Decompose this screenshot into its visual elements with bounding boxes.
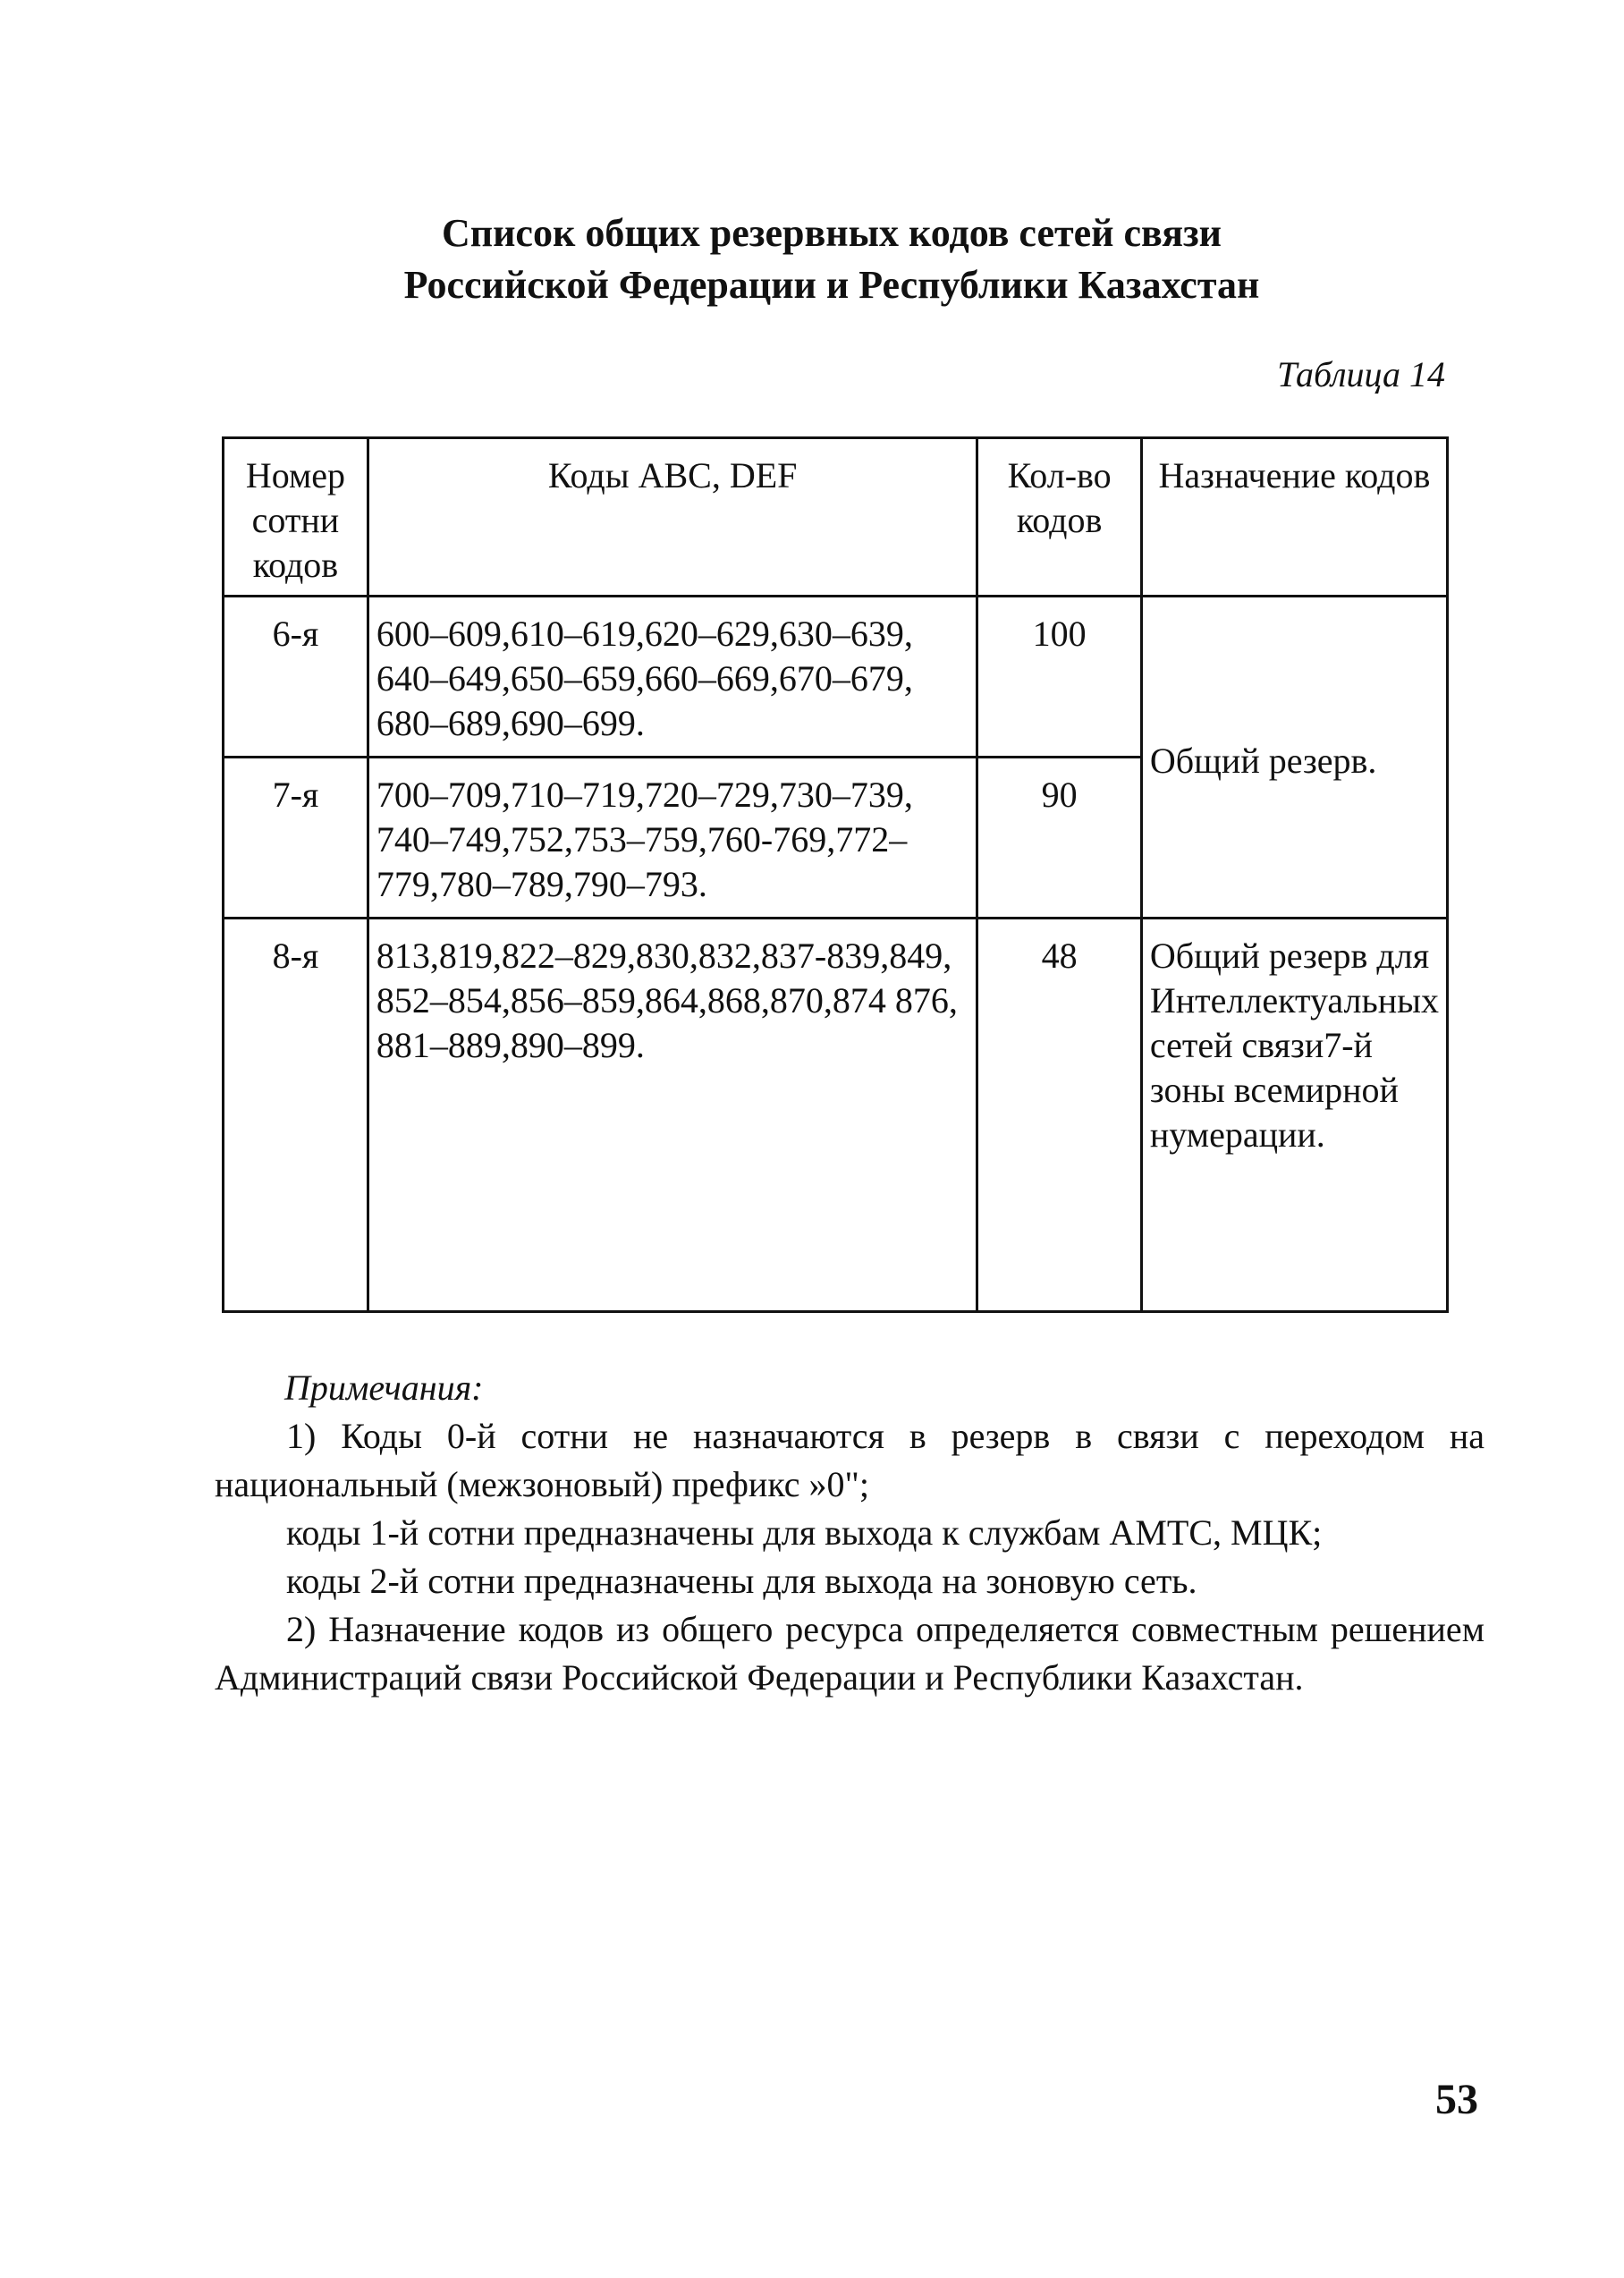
table-row	[224, 919, 1448, 1312]
notes-section	[215, 1364, 1484, 1702]
cell-count: 100	[977, 597, 1142, 758]
cell-codes: 700–709,710–719,720–729,730–739, 740–749,752,753–759,760-769,772–779,780–789,790–793.	[368, 758, 977, 919]
notes-heading: Примечания:	[284, 1368, 484, 1408]
note-item: коды 1-й сотни предназначены для выхода к службам АМТС, МЦК;	[286, 1512, 1323, 1553]
cell-codes: 600–609,610–619,620–629,630–639, 640–649,650–659,660–669,670–679, 680–689,690–699.	[368, 597, 977, 758]
codes-table	[222, 436, 1449, 1313]
header-hundred: Номер сотни кодов	[224, 438, 368, 597]
cell-codes: 813,819,822–829,830,832,837-839,849, 852–854,856–859,864,868,870,874 876, 881–889,890–899.	[368, 919, 977, 1312]
title-line-2: Российской Федерации и Республики Казахстан	[403, 263, 1260, 307]
cell-hundred: 8-я	[224, 919, 368, 1312]
header-count: Кол-во кодов	[977, 438, 1142, 597]
header-codes: Коды АВС, DEF	[368, 438, 977, 597]
document-title	[224, 207, 1440, 311]
page-number: 53	[1435, 2076, 1478, 2123]
cell-count: 48	[977, 919, 1142, 1312]
cell-purpose-shared: Общий резерв.	[1141, 597, 1447, 919]
table-header-row	[224, 438, 1448, 597]
cell-hundred: 6-я	[224, 597, 368, 758]
header-purpose: Назначение кодов	[1141, 438, 1447, 597]
table-row	[224, 597, 1448, 758]
note-item: коды 2-й сотни предназначены для выхода на зоновую сеть.	[286, 1561, 1197, 1601]
cell-count: 90	[977, 758, 1142, 919]
note-item: 1) Коды 0-й сотни не назначаются в резерв в связи с переходом на национальный (межзоновый) префикс »0";	[215, 1416, 1484, 1504]
cell-purpose: Общий резерв для Интеллектуальных сетей связи7-й зоны всемирной нумерации.	[1141, 919, 1447, 1312]
note-item: 2) Назначение кодов из общего ресурса определяется совместным решением Администраций связи Российской Федерации и Республики Казахстан.	[215, 1609, 1484, 1698]
cell-hundred: 7-я	[224, 758, 368, 919]
title-line-1: Список общих резервных кодов сетей связи	[441, 211, 1222, 255]
table-label: Таблица 14	[1277, 354, 1445, 394]
